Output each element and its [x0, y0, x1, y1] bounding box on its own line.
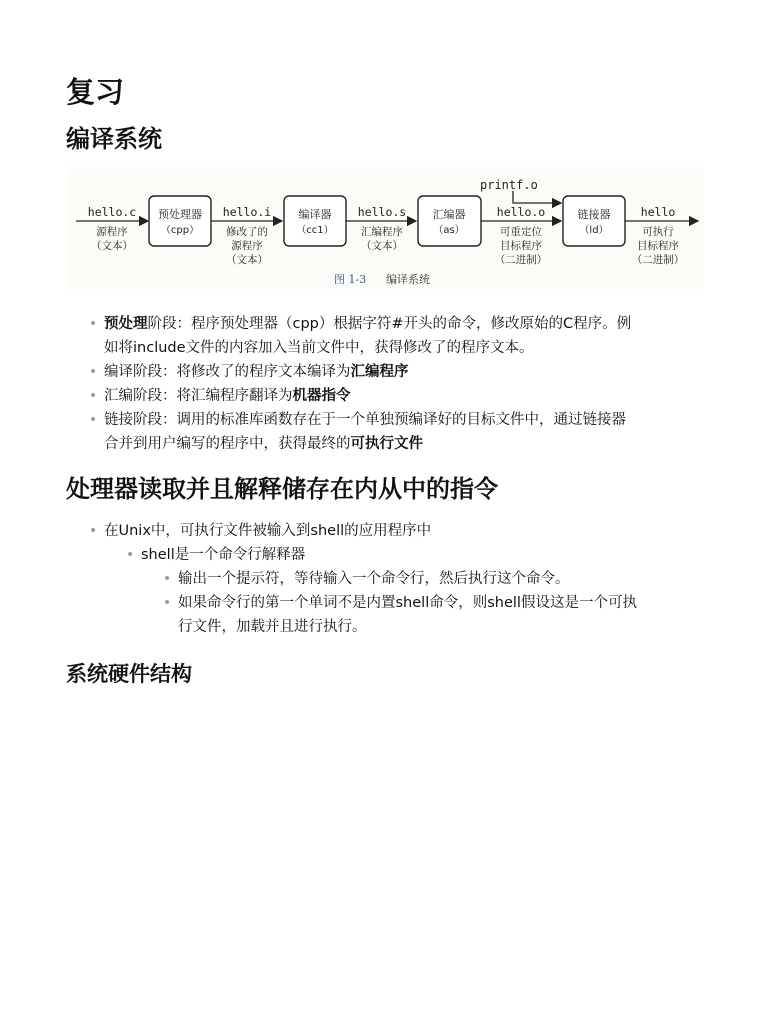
list-item-text: 行文件，加载并且进行执行。	[178, 619, 367, 635]
list-item-text: 汇编阶段：将汇编程序翻译为	[104, 388, 293, 404]
file-name: hello	[640, 205, 676, 219]
list-item-text: 编译阶段：将修改了的程序文本编译为	[104, 364, 351, 380]
file-name: hello.s	[357, 205, 407, 219]
list-item	[89, 519, 714, 543]
bullet-dot: •	[89, 316, 98, 332]
bold-term: 汇编程序	[350, 364, 409, 380]
file-desc: 可重定位	[500, 226, 542, 238]
file-name: hello.c	[87, 205, 137, 219]
file-desc: （文本）	[226, 254, 268, 266]
compile-system-figure	[68, 167, 704, 289]
stage-tool: （ld）	[579, 225, 609, 236]
list-item	[89, 408, 714, 456]
stage-box-as	[418, 196, 481, 246]
file-desc: 修改了的	[226, 226, 268, 238]
stage-tool: （as）	[433, 225, 465, 236]
list-item	[163, 567, 708, 591]
page-title: 复习	[66, 75, 125, 109]
list-item	[163, 591, 708, 639]
figure-caption-number: 图 1-3	[334, 273, 367, 286]
section-heading-compile-system: 编译系统	[66, 125, 162, 153]
list-item	[126, 543, 711, 567]
list-item-text: 输出一个提示符，等待输入一个命令行，然后执行这个命令。	[178, 571, 570, 587]
stage-tool: （cpp）	[160, 225, 200, 236]
bullet-dot: •	[89, 364, 98, 380]
stage-box-cpp	[149, 196, 211, 246]
file-desc: （文本）	[91, 240, 133, 252]
section-heading-processor: 处理器读取并且解释储存在内从中的指令	[66, 475, 498, 503]
bullet-dot: •	[163, 571, 172, 587]
list-item	[89, 384, 714, 408]
stage-box-ld	[563, 196, 625, 246]
file-desc: （二进制）	[631, 254, 685, 266]
list-item-text: 在Unix中，可执行文件被输入到shell的应用程序中	[104, 523, 432, 539]
list-item-text: 如果命令行的第一个单词不是内置shell命令，则shell假设这是一个可执	[178, 595, 637, 611]
stage-name: 链接器	[577, 208, 611, 221]
file-name: hello.o	[496, 205, 546, 219]
stage-name: 汇编器	[432, 208, 466, 221]
list-item-text: 阶段：程序预处理器（cpp）根据字符#开头的命令，修改原始的C程序。例	[147, 316, 632, 332]
bullet-dot: •	[89, 388, 98, 404]
list-item-text: 如将include文件的内容加入当前文件中，获得修改了的程序文本。	[104, 340, 534, 356]
bullet-dot: •	[126, 547, 135, 563]
list-item-text: 合并到用户编写的程序中，获得最终的	[104, 436, 351, 452]
file-desc: 源程序	[96, 226, 128, 238]
file-desc: （二进制）	[494, 254, 548, 266]
list-item-text: shell是一个命令行解释器	[141, 547, 306, 563]
compile-stage-list	[89, 312, 714, 456]
stage-name: 编译器	[298, 208, 332, 221]
list-item	[89, 360, 714, 384]
bold-term: 机器指令	[292, 388, 351, 404]
file-desc: （文本）	[361, 240, 403, 252]
processor-list-level2	[126, 543, 711, 567]
file-desc: 汇编程序	[361, 226, 403, 238]
stage-tool: （cc1）	[296, 225, 334, 236]
file-desc: 可执行	[642, 226, 674, 238]
bold-term: 可执行文件	[350, 436, 423, 452]
bullet-dot: •	[89, 412, 98, 428]
processor-list-level3	[163, 567, 708, 639]
list-item-text: 链接阶段：调用的标准库函数存在于一个单独预编译好的目标文件中，通过链接器	[104, 412, 626, 428]
stage-name: 预处理器	[158, 208, 202, 221]
stage-box-cc1	[284, 196, 346, 246]
file-desc: 目标程序	[500, 240, 542, 252]
file-name: hello.i	[222, 205, 272, 219]
arrow-printf	[513, 191, 561, 203]
list-item	[89, 312, 714, 360]
file-desc: 目标程序	[637, 240, 679, 252]
bullet-dot: •	[89, 523, 98, 539]
bullet-dot: •	[163, 595, 172, 611]
file-desc: 源程序	[231, 240, 263, 252]
compile-system-diagram	[68, 167, 704, 289]
printf-label: printf.o	[480, 178, 538, 192]
figure-caption-text: 编译系统	[386, 273, 430, 286]
bold-term: 预处理	[104, 316, 148, 332]
section-heading-hardware: 系统硬件结构	[66, 662, 192, 686]
processor-list-level1	[89, 519, 714, 543]
